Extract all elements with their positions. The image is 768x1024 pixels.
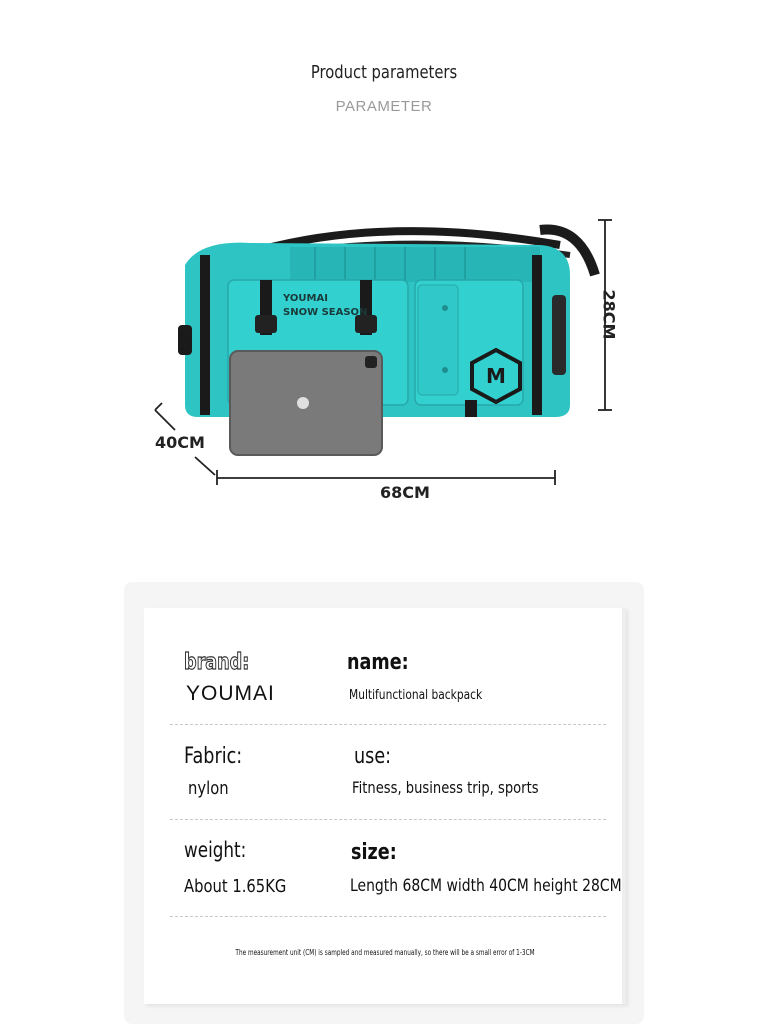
divider bbox=[170, 724, 606, 725]
name-value: Multifunctional backpack bbox=[349, 688, 483, 703]
fabric-value: nylon bbox=[188, 778, 229, 799]
dimension-width: 40CM bbox=[155, 433, 205, 452]
duffel-bag-image bbox=[140, 205, 620, 515]
spec-card bbox=[144, 608, 626, 1004]
use-label: use: bbox=[354, 744, 392, 769]
dimension-height: 28CM bbox=[599, 289, 619, 340]
measurement-note: The measurement unit (CM) is sampled and measured manually, so there will be a small error of 1-3CM bbox=[235, 948, 535, 957]
product-figure bbox=[140, 205, 620, 515]
divider bbox=[170, 819, 606, 820]
brand-value: YOUMAI bbox=[186, 682, 275, 705]
weight-value: About 1.65KG bbox=[184, 876, 287, 897]
weight-label: weight: bbox=[184, 838, 247, 862]
svg-text:YOUMAI: YOUMAI bbox=[283, 293, 328, 304]
fabric-label: Fabric: bbox=[184, 744, 243, 769]
svg-text:SNOW SEASON: SNOW SEASON bbox=[283, 307, 368, 318]
divider bbox=[170, 916, 606, 917]
use-value: Fitness, business trip, sports bbox=[352, 778, 539, 797]
brand-label: brand: bbox=[184, 650, 250, 675]
size-value: Length 68CM width 40CM height 28CM bbox=[350, 876, 622, 896]
name-label: name: bbox=[347, 650, 409, 675]
header-title: Product parameters bbox=[310, 62, 458, 83]
dimension-length: 68CM bbox=[380, 483, 430, 502]
header-subtitle: PARAMETER bbox=[335, 98, 433, 115]
size-label: size: bbox=[351, 840, 397, 865]
svg-text:M: M bbox=[486, 364, 506, 388]
